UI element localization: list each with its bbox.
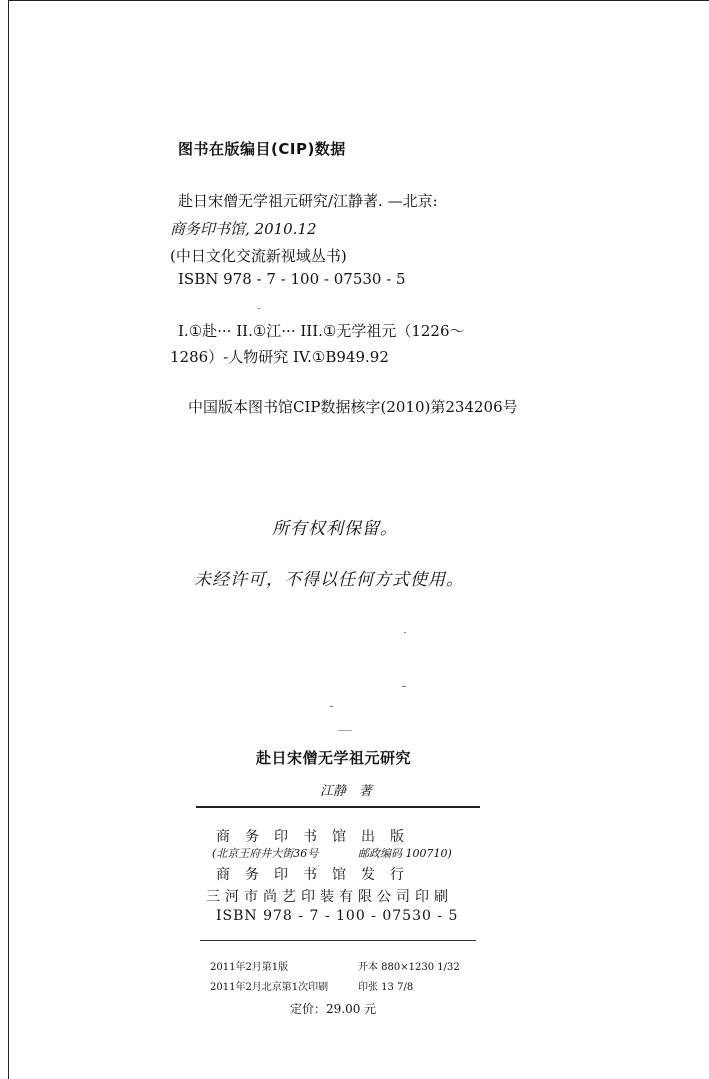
cip-record-number: 中国版本图书馆CIP数据核字(2010)第234206号 [188, 398, 518, 416]
page-left-border [8, 0, 9, 1079]
edition-date: 2011年2月第1版 [210, 962, 289, 973]
cip-isbn-line: ISBN 978 - 7 - 100 - 07530 - 5 [178, 270, 406, 288]
scan-speck [404, 632, 406, 633]
cip-classification-line-2: 1286）-人物研究 IV.①B949.92 [170, 348, 389, 366]
cip-publisher-line: 商务印书馆, 2010.12 [170, 220, 317, 238]
scan-speck [330, 706, 333, 707]
book-price: 定价：29.00 元 [290, 1002, 377, 1016]
imprint-top-rule [196, 806, 480, 808]
rights-reserved: 所有权利保留。 [272, 519, 398, 539]
distributor-line: 商务印书馆发行 [216, 867, 419, 883]
cip-classification-line-1: I.①赴··· II.①江··· III.①无学祖元（1226～ [178, 322, 465, 340]
scan-speck [402, 686, 406, 687]
publisher-line: 商务印书馆出版 [216, 829, 419, 845]
rights-notice: 未经许可，不得以任何方式使用。 [194, 570, 464, 590]
printed-sheets: 印张 13 7/8 [358, 982, 414, 993]
imprint-isbn: ISBN 978 - 7 - 100 - 07530 - 5 [216, 908, 459, 924]
scan-speck [338, 730, 352, 731]
cip-heading: 图书在版编目(CIP)数据 [178, 140, 346, 158]
imprint-bottom-rule [200, 940, 476, 941]
publisher-address: (北京王府井大街36号 [212, 847, 319, 860]
cip-title-line: 赴日宋僧无学祖元研究/江静著. —北京: [178, 192, 438, 210]
book-format: 开本 880×1230 1/32 [358, 962, 460, 973]
cip-series-line: (中日文化交流新视域丛书) [170, 247, 347, 265]
book-author: 江静 著 [320, 784, 373, 799]
book-title: 赴日宋僧无学祖元研究 [256, 749, 412, 767]
printing-date: 2011年2月北京第1次印刷 [210, 982, 329, 993]
scan-speck [258, 308, 260, 309]
publisher-postal-code: 邮政编码 100710) [358, 847, 452, 860]
page-top-border [8, 0, 709, 1]
printer-line: 三河市尚艺印装有限公司印刷 [206, 889, 453, 905]
